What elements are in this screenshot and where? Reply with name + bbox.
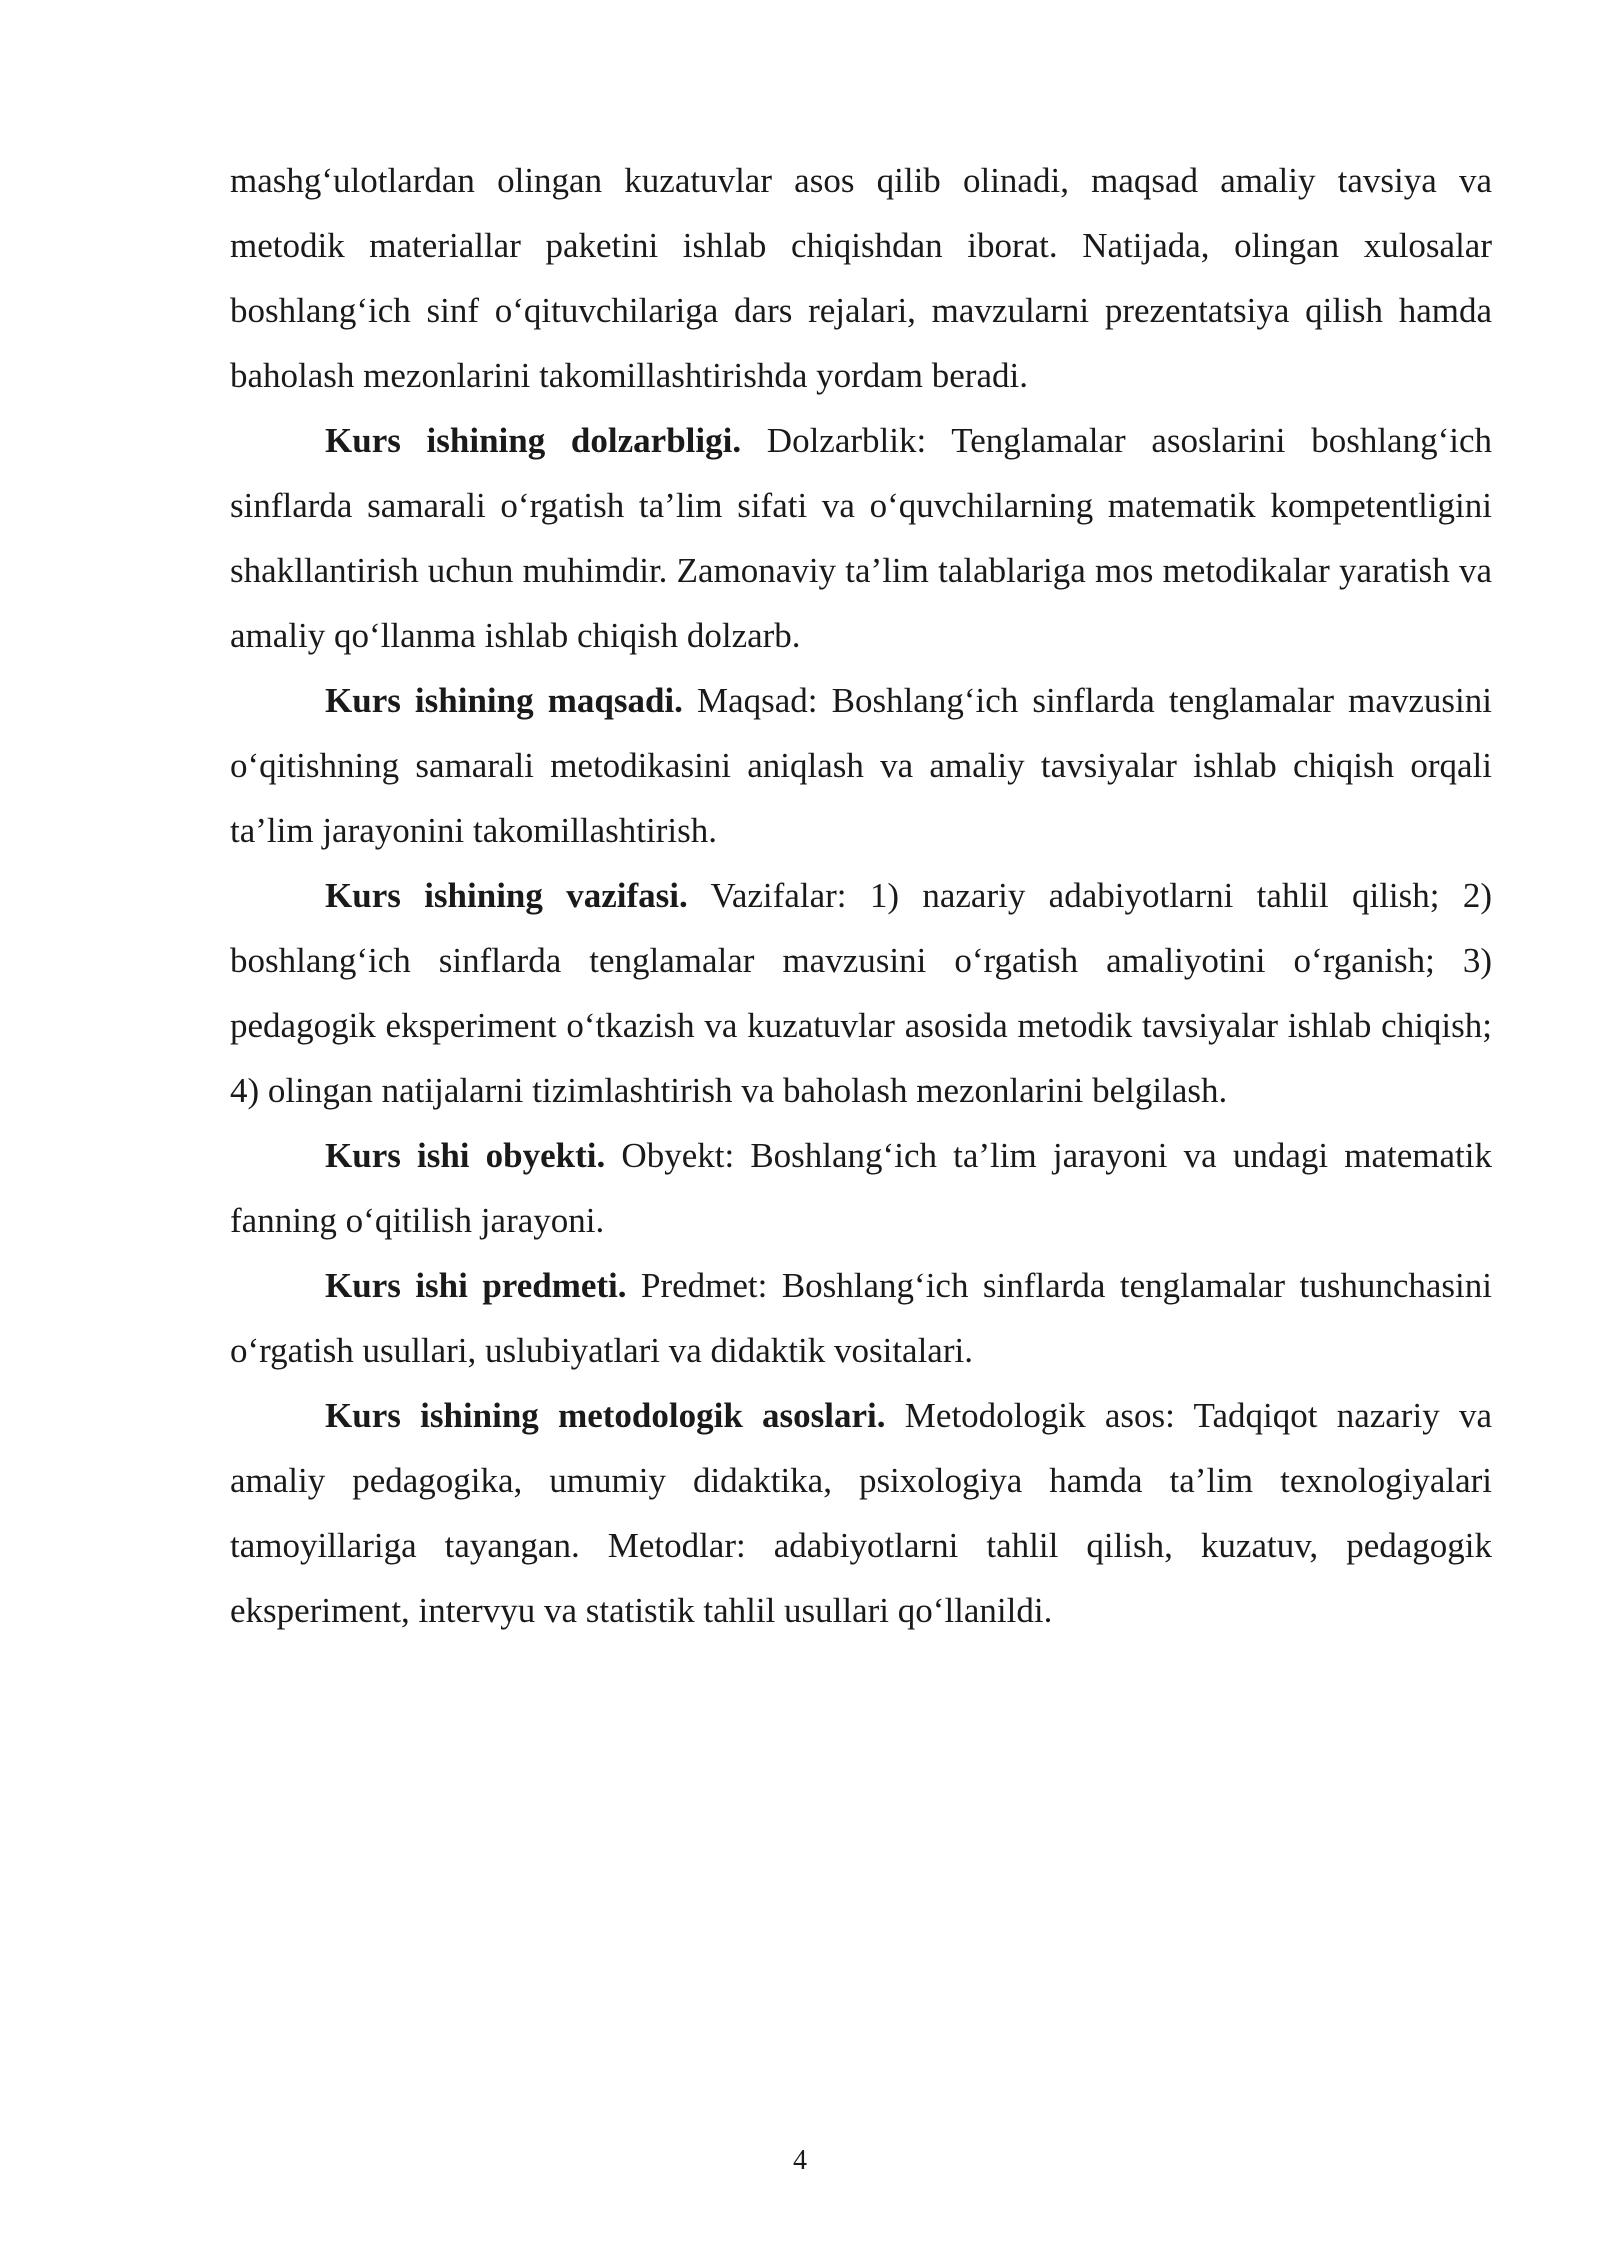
section-methodology [230, 1383, 1492, 1643]
section-heading: Kurs ishi predmeti. [325, 1266, 627, 1305]
section-text: Vazifalar: 1) nazariy adabiyotlarni tahlil qilish; 2) boshlang‘ich sinflarda tenglamalar mavzusini o‘rgatish amaliyotini o‘rganish; 3) pedagogik eksperiment o‘tkazish va kuzatuvlar asosida metodik tavsiyalar ishlab chiqish; 4) olingan natijalarni tizimlashtirish va baholash mezonlarini belgilash. [230, 876, 1492, 1110]
section-text: Maqsad: Boshlang‘ich sinflarda tenglamalar mavzusini o‘qitishning samarali metodikasini aniqlash va amaliy tavsiyalar ishlab chiqish orqali ta’lim jarayonini takomillashtirish. [230, 681, 1492, 850]
section-goal [230, 668, 1492, 863]
section-heading: Kurs ishining metodologik asoslari. [325, 1396, 886, 1435]
section-heading: Kurs ishining maqsadi. [325, 681, 683, 720]
section-text: Obyekt: Boshlang‘ich ta’lim jarayoni va undagi matematik fanning o‘qitilish jarayoni. [230, 1136, 1492, 1240]
intro-paragraph: mashg‘ulotlardan olingan kuzatuvlar asos qilib olinadi, maqsad amaliy tavsiya va metodik materiallar paketini ishlab chiqishdan iborat. Natijada, olingan xulosalar boshlang‘ich sinf o‘qituvchilariga dars rejalari, mavzularni prezentatsiya qilish hamda baholash mezonlarini takomillashtirishda yordam beradi. [230, 161, 1492, 395]
section-heading: Kurs ishining vazifasi. [325, 876, 688, 915]
body-text [230, 148, 1492, 1643]
section-text: Predmet: Boshlang‘ich sinflarda tenglamalar tushunchasini o‘rgatish usullari, uslubiyatlari va didaktik vositalari. [230, 1266, 1492, 1370]
section-subject [230, 1253, 1492, 1383]
section-text: Dolzarblik: Tenglamalar asoslarini boshlang‘ich sinflarda samarali o‘rgatish ta’lim sifati va o‘quvchilarning matematik kompetentligini shakllantirish uchun muhimdir. Zamonaviy ta’lim talablariga mos metodikalar yaratish va amaliy qo‘llanma ishlab chiqish dolzarb. [230, 421, 1492, 655]
section-heading: Kurs ishi obyekti. [325, 1136, 606, 1175]
section-text: Metodologik asos: Tadqiqot nazariy va amaliy pedagogika, umumiy didaktika, psixologiya hamda ta’lim texnologiyalari tamoyillariga tayangan. Metodlar: adabiyotlarni tahlil qilish, kuzatuv, pedagogik eksperiment, intervyu va statistik tahlil usullari qo‘llanildi. [230, 1396, 1492, 1630]
section-tasks [230, 863, 1492, 1123]
section-object [230, 1123, 1492, 1253]
section-heading: Kurs ishining dolzarbligi. [325, 421, 742, 460]
section-relevance [230, 408, 1492, 668]
page-number: 4 [793, 2145, 807, 2176]
